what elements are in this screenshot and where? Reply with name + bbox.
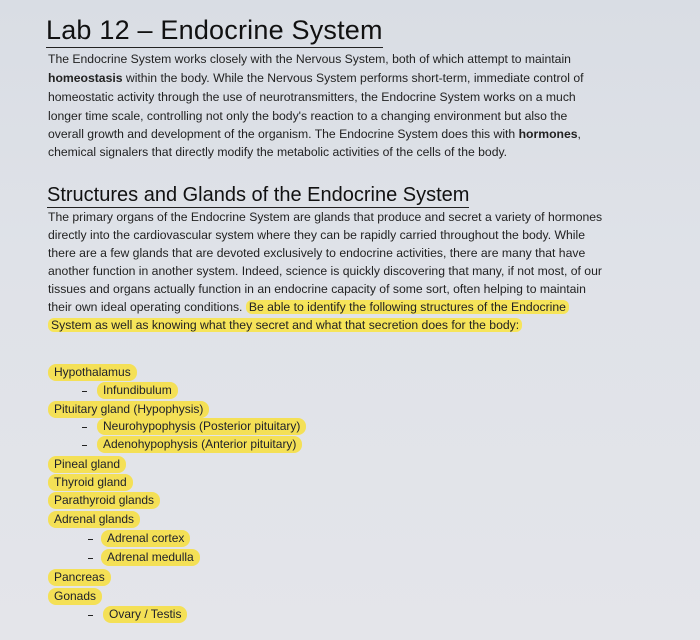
list-item: Pineal gland	[48, 456, 126, 473]
intro-line: homeostatic activity through the use of neurotransmitters, the Endocrine System works on a much	[48, 90, 576, 104]
intro-line: overall growth and development of the organism. The Endocrine System does this with hormones,	[48, 127, 581, 141]
list-item: Parathyroid glands	[48, 492, 160, 509]
highlighted-instruction: Be able to identify the following structures of the Endocrine	[246, 300, 569, 314]
list-item: Pancreas	[48, 569, 111, 586]
dash-bullet	[82, 445, 87, 446]
highlighted-instruction: System as well as knowing what they secret and what that secretion does for the body:	[48, 318, 522, 332]
section-line: another function in another system. Indeed, science is quickly discovering that many, if not most, of our	[48, 264, 602, 278]
section-line: there are a few glands that are devoted exclusively to endocrine activities, there are many that have	[48, 246, 586, 260]
list-item: Neurohypophysis (Posterior pituitary)	[97, 418, 306, 435]
intro-line: homeostasis within the body. While the Nervous System performs short-term, immediate control of	[48, 71, 584, 85]
list-item: Hypothalamus	[48, 364, 137, 381]
page-title: Lab 12 – Endocrine System	[46, 14, 383, 48]
keyword-homeostasis: homeostasis	[48, 71, 123, 85]
dash-bullet	[88, 558, 93, 559]
section-line: their own ideal operating conditions. Be able to identify the following structures of the Endocrine	[48, 299, 569, 315]
list-item: Adrenal glands	[48, 511, 140, 528]
intro-line: longer time scale, controlling not only the body's reaction to a changing environment but also the	[48, 109, 568, 123]
section-heading: Structures and Glands of the Endocrine System	[47, 184, 470, 206]
section-line: directly into the cardiovascular system where they can be rapidly carried throughout the body. While	[48, 228, 585, 242]
list-item: Adrenal cortex	[101, 530, 190, 547]
intro-line: The Endocrine System works closely with the Nervous System, both of which attempt to maintain	[48, 52, 571, 66]
list-item: Adrenal medulla	[101, 549, 200, 566]
dash-bullet	[82, 391, 87, 392]
list-item: Ovary / Testis	[103, 606, 187, 623]
intro-line: chemical signalers that directly modify the metabolic activities of the cells of the body.	[48, 145, 508, 159]
list-item: Infundibulum	[97, 382, 178, 399]
dash-bullet	[88, 615, 93, 616]
section-line: tissues and organs actually function in an endocrine capacity of some sort, often helping to maintain	[48, 282, 586, 296]
list-item: Thyroid gland	[48, 474, 133, 491]
dash-bullet	[88, 539, 93, 540]
list-item: Gonads	[48, 588, 102, 605]
keyword-hormones: hormones	[518, 127, 578, 141]
list-item: Adenohypophysis (Anterior pituitary)	[97, 436, 302, 453]
list-item: Pituitary gland (Hypophysis)	[48, 401, 209, 418]
section-line: The primary organs of the Endocrine System are glands that produce and secret a variety of hormones	[48, 210, 603, 224]
section-line	[48, 317, 522, 333]
dash-bullet	[82, 427, 87, 428]
